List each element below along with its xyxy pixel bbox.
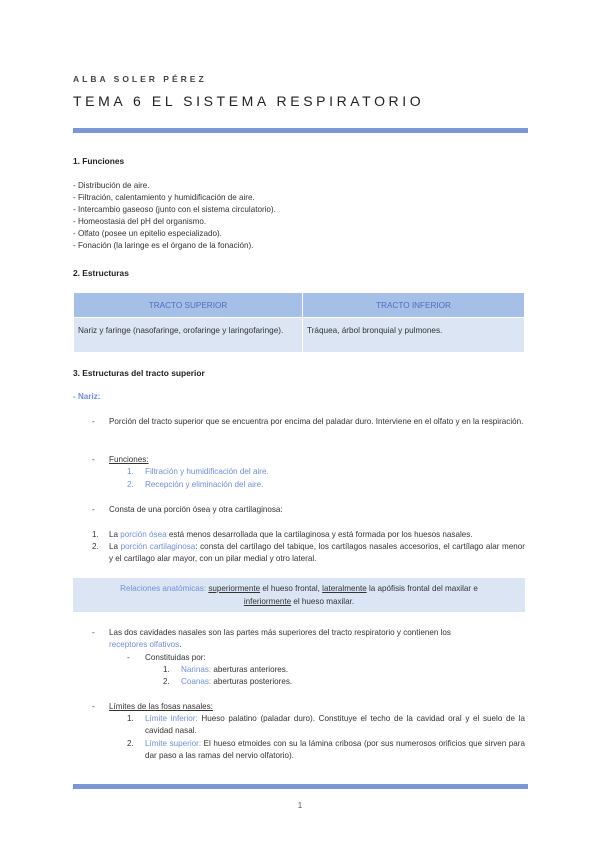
footer-divider (73, 784, 528, 789)
funciones-item: Recepción y eliminación del aire. (145, 480, 264, 489)
funciones-list (73, 180, 276, 252)
estructuras-table (73, 292, 525, 353)
paragraph-porcion: Porción del tracto superior que se encuentra por encima del paladar duro. Interviene en el olfato y en la respiración. (109, 417, 524, 426)
paragraph-consta: Consta de una porción ósea y otra cartilaginosa: (109, 505, 283, 514)
limites-label: Límites de las fosas nasales: (109, 702, 213, 711)
bullet-dash: - (92, 702, 95, 711)
limites-num: 1. (127, 714, 134, 723)
relaciones-anatomicas-note: Relaciones anatómicas: superiormente el hueso frontal, lateralmente la apófisis frontal del maxilar e inferiormente el hueso maxilar. (73, 578, 525, 612)
section-heading-estructuras: 2. Estructuras (73, 268, 129, 278)
list-item: - Intercambio gaseoso (junto con el sistema circulatorio). (73, 205, 276, 214)
funciones-item: Filtración y humidificación del aire. (145, 467, 269, 476)
bullet-dash: - (92, 628, 95, 637)
constituidas-num: 2. (163, 677, 170, 686)
bullet-dash: - (92, 505, 95, 514)
bullet-dash: - (92, 455, 95, 464)
table-cell-superior: Nariz y faringe (nasofaringe, orofaringe y laringofaringe). (74, 318, 303, 353)
porcion-cartilaginosa-text: La porción cartilaginosa: consta del cartílago del tabique, los cartílagos nasales accesorios, el cartílago alar menor y el cartílago alar mayor, con un pilar medial y otro lateral. (109, 542, 525, 563)
list-item: - Olfato (posee un epitelio especializado). (73, 229, 222, 238)
limite-superior-text: Límite superior: El hueso etmoides con su la lámina cribosa (por sus numerosos orificios que sirven para dar paso a las ramas del nervio olfatorio). (145, 739, 525, 760)
porcion-num: 2. (92, 542, 99, 551)
paragraph-cavidades: Las dos cavidades nasales son las partes más superiores del tracto respiratorio y contienen los receptores olfativos. (109, 628, 451, 649)
page-number: 1 (297, 801, 303, 810)
header-divider (73, 128, 528, 133)
constituidas-item: Narinas: aberturas anteriores. (181, 665, 289, 674)
table-header-superior: TRACTO SUPERIOR (74, 293, 303, 318)
page-title: TEMA 6 EL SISTEMA RESPIRATORIO (73, 93, 425, 109)
author-name: ALBA SOLER PÉREZ (73, 74, 207, 84)
porcion-osea-text: La porción ósea está menos desarrollada que la cartilaginosa y está formada por los huesos nasales. (109, 530, 473, 539)
bullet-dash: - (92, 417, 95, 426)
bullet-dash: - (127, 653, 130, 662)
subheading-nariz: - Nariz: (73, 392, 101, 401)
limites-num: 2. (127, 739, 134, 748)
constituidas-item: Coanas: aberturas posteriores. (181, 677, 293, 686)
table-cell-inferior: Tráquea, árbol bronquial y pulmones. (303, 318, 525, 353)
list-item: - Distribución de aire. (73, 181, 150, 190)
list-item: - Filtración, calentamiento y humidificación de aire. (73, 193, 255, 202)
constituidas-num: 1. (163, 665, 170, 674)
section-heading-funciones: 1. Funciones (73, 156, 125, 166)
section-heading-tracto-superior: 3. Estructuras del tracto superior (73, 368, 205, 378)
list-item: - Fonación (la laringe es el órgano de la fonación). (73, 241, 254, 250)
funciones-num: 2. (127, 480, 134, 489)
funciones-num: 1. (127, 467, 134, 476)
porcion-num: 1. (92, 530, 99, 539)
table-header-inferior: TRACTO INFERIOR (303, 293, 525, 318)
funciones-label: Funciones: (109, 455, 149, 464)
list-item: - Homeostasia del pH del organismo. (73, 217, 207, 226)
limite-inferior-text: Límite inferior: Hueso palatino (paladar duro). Constituye el techo de la cavidad oral y el suelo de la cavidad nasal. (145, 714, 525, 735)
constituidas-label: Constituidas por: (145, 653, 206, 662)
